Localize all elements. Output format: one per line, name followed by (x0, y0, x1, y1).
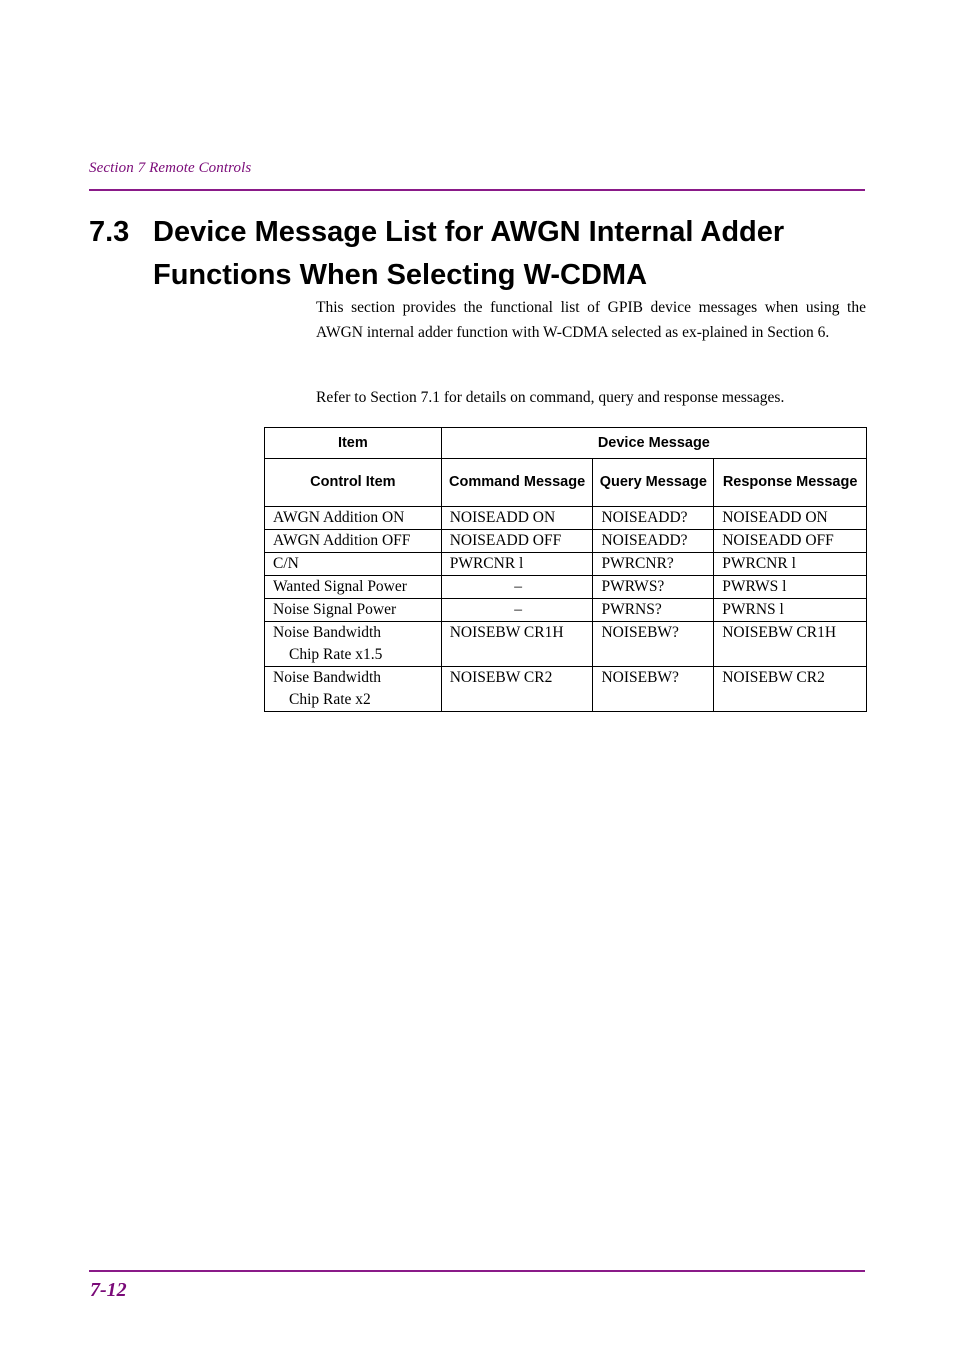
command-cell: – (441, 576, 593, 599)
table-row (265, 576, 867, 599)
command-cell: NOISEADD OFF (441, 530, 593, 553)
response-cell: NOISEADD ON (714, 507, 867, 530)
table-row (265, 599, 867, 622)
section-title-line-1: Device Message List for AWGN Internal Adder (153, 216, 785, 248)
query-cell: NOISEBW? (593, 622, 714, 667)
table-subheader-row (265, 459, 867, 507)
response-cell: PWRNS l (714, 599, 867, 622)
control-item-cell: Noise Signal Power (265, 599, 442, 622)
response-cell: NOISEBW CR2 (714, 667, 867, 712)
control-item-cell: AWGN Addition ON (265, 507, 442, 530)
response-cell: NOISEADD OFF (714, 530, 867, 553)
reference-paragraph: Refer to Section 7.1 for details on command, query and response messages. (316, 389, 785, 406)
control-item-cell: Wanted Signal Power (265, 576, 442, 599)
header-control-item: Control Item (265, 459, 442, 507)
table-row (265, 667, 867, 712)
table-row (265, 530, 867, 553)
query-cell: NOISEADD? (593, 530, 714, 553)
command-cell: NOISEADD ON (441, 507, 593, 530)
control-item-cell (265, 622, 442, 667)
footer-rule (89, 1270, 865, 1272)
control-item-sublabel: Chip Rate x1.5 (289, 646, 383, 663)
query-cell: PWRCNR? (593, 553, 714, 576)
command-cell: – (441, 599, 593, 622)
response-cell: PWRCNR l (714, 553, 867, 576)
page-number: 7-12 (90, 1279, 127, 1301)
control-item-label: Noise Bandwidth (273, 669, 382, 686)
table-row (265, 553, 867, 576)
response-cell: NOISEBW CR1H (714, 622, 867, 667)
query-cell: NOISEADD? (593, 507, 714, 530)
intro-paragraph: This section provides the functional list of GPIB device messages when using the AWGN internal adder function with W-CDMA selected as ex-plained in Section 6. (316, 299, 866, 341)
running-head: Section 7 Remote Controls (89, 160, 252, 176)
table-row (265, 622, 867, 667)
command-cell: PWRCNR l (441, 553, 593, 576)
section-title-line-2: Functions When Selecting W-CDMA (153, 259, 648, 291)
control-item-label: Noise Bandwidth (273, 624, 382, 641)
command-cell: NOISEBW CR2 (441, 667, 593, 712)
query-cell: PWRNS? (593, 599, 714, 622)
command-cell: NOISEBW CR1H (441, 622, 593, 667)
section-number: 7.3 (89, 216, 130, 248)
header-command-message: Command Message (441, 459, 593, 507)
device-message-table (264, 427, 867, 712)
header-item: Item (265, 428, 442, 459)
response-cell: PWRWS l (714, 576, 867, 599)
table-header-row (265, 428, 867, 459)
header-device-message: Device Message (441, 428, 866, 459)
header-response-message: Response Message (714, 459, 867, 507)
control-item-cell (265, 667, 442, 712)
query-cell: NOISEBW? (593, 667, 714, 712)
control-item-cell: C/N (265, 553, 442, 576)
header-query-message: Query Message (593, 459, 714, 507)
control-item-cell: AWGN Addition OFF (265, 530, 442, 553)
query-cell: PWRWS? (593, 576, 714, 599)
control-item-sublabel: Chip Rate x2 (289, 691, 371, 708)
header-rule (89, 189, 865, 191)
table-row (265, 507, 867, 530)
